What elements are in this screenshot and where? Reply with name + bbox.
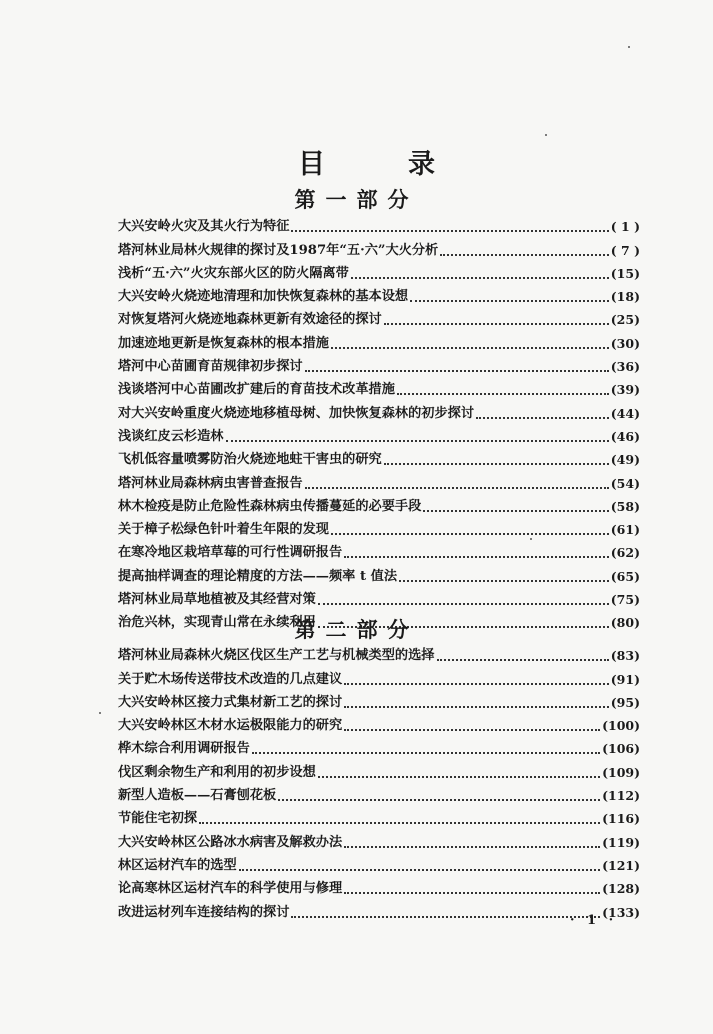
dot-leader [344, 892, 600, 894]
toc-title-char-2: 录 [408, 149, 435, 180]
dot-leader [278, 799, 600, 801]
toc-entry-title: 大兴安岭火烧迹地清理和加快恢复森林的基本设想 [118, 289, 409, 305]
toc-entry-page: (83) [610, 648, 640, 664]
toc-entry-page: (128) [602, 881, 640, 897]
toc-entry-title: 论高寒林区运材汽车的科学使用与修理 [118, 881, 343, 897]
toc-entry-page: (30) [610, 335, 640, 351]
toc-entry [118, 212, 640, 235]
dot-leader [344, 846, 600, 848]
toc-entry-title: 关于贮木场传送带技术改造的几点建议 [118, 671, 343, 687]
toc-entry [118, 328, 640, 351]
dot-leader [384, 463, 609, 465]
toc-entry-title: 加速迹地更新是恢复森林的根本措施 [118, 335, 329, 351]
toc-entry-title: 浅析“五·六”火灾东部火区的防火隔离带 [118, 265, 349, 281]
part-2-heading: 第二部分 [294, 617, 419, 642]
toc-entry-page: (75) [610, 592, 640, 608]
toc-entry-page: (62) [610, 545, 640, 561]
toc-entry-page: (46) [610, 428, 640, 444]
scan-speck [545, 134, 547, 136]
toc-entry-page: (61) [610, 522, 640, 538]
toc-entry-title: 塔河林业局森林火烧区伐区生产工艺与机械类型的选择 [118, 648, 435, 664]
toc-entry-title: 大兴安岭火灾及其火行为特征 [118, 219, 290, 235]
dot-leader [437, 659, 609, 661]
toc-entry-title: 林区运材汽车的选型 [118, 857, 237, 873]
toc-entry [118, 305, 640, 328]
scan-speck [99, 712, 101, 714]
toc-entry [118, 804, 640, 827]
toc-entry [118, 492, 640, 515]
dot-leader [318, 603, 609, 605]
toc-entry-page: (54) [610, 475, 640, 491]
toc-entry-page: (49) [610, 452, 640, 468]
toc-entry-page: (116) [602, 811, 640, 827]
toc-entry [118, 259, 640, 282]
toc-entry [118, 282, 640, 305]
toc-entry [118, 827, 640, 850]
toc-entry [118, 734, 640, 757]
toc-entry-page: (112) [602, 788, 640, 804]
part-2-toc-list [118, 641, 640, 921]
toc-entry-page: (36) [610, 359, 640, 375]
toc-entry-page: (44) [610, 405, 640, 421]
toc-entry-title: 大兴安岭林区接力式集材新工艺的探讨 [118, 694, 343, 710]
toc-entry [118, 422, 640, 445]
toc-entry-title: 提高抽样调查的理论精度的方法——频率 t 值法 [118, 568, 398, 584]
toc-entry-title: 治危兴林，实现青山常在永续利用 [118, 615, 316, 631]
toc-entry-page: (18) [610, 289, 640, 305]
dot-leader [226, 440, 609, 442]
toc-entry [118, 515, 640, 538]
toc-entry-page: (25) [610, 312, 640, 328]
toc-entry-page: (133) [602, 904, 640, 920]
dot-leader [318, 776, 600, 778]
toc-entry-page: ( 1 ) [610, 219, 640, 235]
dot-leader [440, 254, 609, 256]
scan-speck [628, 46, 630, 48]
toc-entry [118, 445, 640, 468]
toc-entry [118, 538, 640, 561]
toc-entry-page: (39) [610, 382, 640, 398]
dot-leader [410, 300, 609, 302]
toc-entry-title: 塔河中心苗圃育苗规律初步探讨 [118, 359, 303, 375]
toc-entry [118, 711, 640, 734]
toc-entry [118, 874, 640, 897]
dot-leader [399, 580, 609, 582]
dot-leader [344, 729, 600, 731]
dot-leader [305, 487, 609, 489]
dot-leader [344, 706, 609, 708]
dot-leader [239, 869, 600, 871]
toc-entry [118, 851, 640, 874]
toc-entry [118, 398, 640, 421]
dot-leader [397, 393, 609, 395]
toc-entry-title: 林木检疫是防止危险性森林病虫传播蔓延的必要手段 [118, 498, 422, 514]
toc-entry-title: 浅谈塔河中心苗圃改扩建后的育苗技术改革措施 [118, 382, 395, 398]
toc-entry [118, 688, 640, 711]
dot-leader [305, 370, 609, 372]
toc-title-char-1: 目 [298, 149, 325, 180]
toc-entry-title: 塔河林业局草地植被及其经营对策 [118, 592, 316, 608]
toc-entry [118, 897, 640, 920]
dot-leader [344, 683, 609, 685]
toc-entry-page: (100) [602, 718, 640, 734]
dot-leader [291, 916, 600, 918]
toc-entry [118, 641, 640, 664]
toc-entry-page: (121) [602, 857, 640, 873]
toc-entry-page: (58) [610, 498, 640, 514]
toc-entry-title: 塔河林业局森林病虫害普查报告 [118, 475, 303, 491]
part-1-heading: 第一部分 [294, 187, 419, 212]
toc-entry-page: ( 7 ) [610, 242, 640, 258]
dot-leader [476, 417, 609, 419]
toc-entry-title: 塔河林业局林火规律的探讨及1987年“五·六”大火分析 [118, 242, 439, 258]
dot-leader [199, 822, 600, 824]
toc-entry-page: (119) [602, 834, 640, 850]
toc-entry-title: 对恢复塔河火烧迹地森林更新有效途径的探讨 [118, 312, 382, 328]
toc-entry-title: 在寒冷地区栽培草莓的可行性调研报告 [118, 545, 343, 561]
toc-entry-page: (80) [610, 615, 640, 631]
dot-leader [344, 556, 609, 558]
toc-entry-title: 浅谈红皮云杉造林 [118, 428, 224, 444]
toc-entry-title: 伐区剩余物生产和利用的初步设想 [118, 764, 316, 780]
toc-entry-page: (106) [602, 741, 640, 757]
toc-entry-title: 大兴安岭林区公路冰水病害及解救办法 [118, 834, 343, 850]
toc-entry-page: (95) [610, 694, 640, 710]
toc-entry [118, 757, 640, 780]
toc-entry-page: (65) [610, 568, 640, 584]
toc-entry [118, 352, 640, 375]
toc-entry-page: (15) [610, 265, 640, 281]
toc-entry [118, 781, 640, 804]
scan-speck [530, 538, 532, 540]
dot-leader [252, 752, 600, 754]
toc-entry [118, 585, 640, 608]
dot-leader [331, 533, 609, 535]
toc-entry [118, 468, 640, 491]
dot-leader [331, 347, 609, 349]
toc-entry [118, 561, 640, 584]
toc-entry [118, 375, 640, 398]
page-number: · 1 · [570, 913, 618, 928]
toc-entry-title: 新型人造板——石膏刨花板 [118, 788, 277, 804]
dot-leader [351, 277, 609, 279]
part-1-toc-list [118, 212, 640, 631]
dot-leader [384, 323, 609, 325]
toc-entry-title: 桦木综合利用调研报告 [118, 741, 250, 757]
toc-entry-title: 飞机低容量喷雾防治火烧迹地蛀干害虫的研究 [118, 452, 382, 468]
dot-leader [423, 510, 608, 512]
toc-entry-page: (109) [602, 764, 640, 780]
toc-entry [118, 664, 640, 687]
toc-entry-title: 改进运材列车连接结构的探讨 [118, 904, 290, 920]
toc-entry-page: (91) [610, 671, 640, 687]
dot-leader [291, 230, 608, 232]
toc-entry-title: 节能住宅初探 [118, 811, 198, 827]
toc-entry-title: 关于樟子松绿色针叶着生年限的发现 [118, 522, 329, 538]
toc-entry-title: 对大兴安岭重度火烧迹地移植母树、加快恢复森林的初步探讨 [118, 405, 475, 421]
toc-entry [118, 235, 640, 258]
toc-entry-title: 大兴安岭林区木材水运极限能力的研究 [118, 718, 343, 734]
